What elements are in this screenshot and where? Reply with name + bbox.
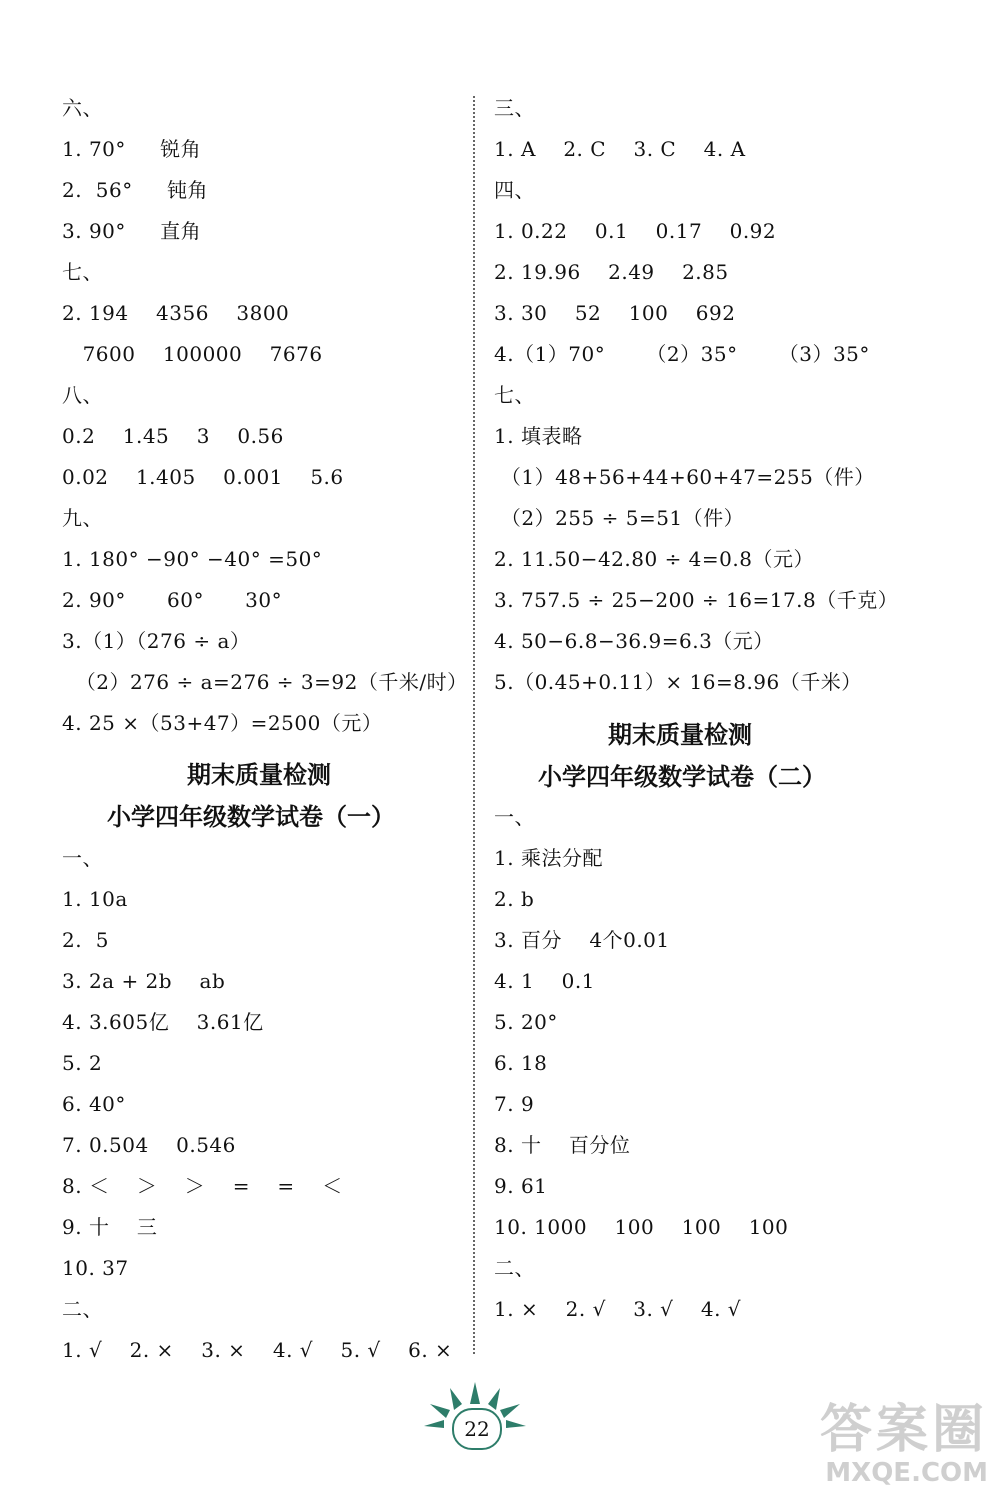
- right-section-subtitle: 小学四年级数学试卷（二）: [538, 763, 826, 791]
- answer-line: 1. 填表略: [494, 424, 583, 448]
- answer-line: 10. 1000 100 100 100: [494, 1215, 789, 1239]
- answer-line: 八、: [62, 383, 103, 407]
- answer-line: （2）255 ÷ 5=51（件）: [494, 506, 745, 530]
- answer-line: 6. 40°: [62, 1092, 126, 1116]
- answer-line: 1. 10a: [62, 887, 128, 911]
- watermark-sub: MXQE.COM: [825, 1458, 988, 1488]
- answer-line: 6. 18: [494, 1051, 548, 1075]
- answer-line: 1. 70° 锐角: [62, 137, 202, 161]
- answer-line: 5. 20°: [494, 1010, 558, 1034]
- answer-line: 一、: [494, 805, 535, 829]
- answer-line: 1. 0.22 0.1 0.17 0.92: [494, 219, 777, 243]
- answer-line: 7. 0.504 0.546: [62, 1133, 236, 1157]
- left-section-title: 期末质量检测: [187, 761, 331, 789]
- left-section-subtitle: 小学四年级数学试卷（一）: [107, 803, 395, 831]
- answer-line: 7600 100000 7676: [62, 342, 323, 366]
- answer-line: 3. 百分 4个0.01: [494, 928, 670, 952]
- answer-line: 9. 十 三: [62, 1215, 158, 1239]
- answer-line: 1. × 2. √ 3. √ 4. √: [494, 1297, 742, 1321]
- answer-line: 2. 5: [62, 928, 110, 952]
- answer-line: 5.（0.45+0.11）× 16=8.96（千米）: [494, 670, 862, 694]
- answer-line: 1. 乘法分配: [494, 846, 603, 870]
- answer-line: 三、: [494, 96, 535, 120]
- answer-line: 0.02 1.405 0.001 5.6: [62, 465, 344, 489]
- answer-line: 7. 9: [494, 1092, 535, 1116]
- page-number: 22: [452, 1408, 502, 1450]
- answer-line: 4. 50−6.8−36.9=6.3（元）: [494, 629, 774, 653]
- answer-line: 4.（1）70° （2）35° （3）35°: [494, 342, 870, 366]
- answer-line: 3. 2a + 2b ab: [62, 969, 226, 993]
- right-section-title: 期末质量检测: [608, 721, 752, 749]
- answer-line: 4. 3.605亿 3.61亿: [62, 1010, 264, 1034]
- answer-line: 8. 十 百分位: [494, 1133, 631, 1157]
- answer-line: 四、: [494, 178, 535, 202]
- answer-line: 1. 180° −90° −40° =50°: [62, 547, 323, 571]
- answer-line: 2. 194 4356 3800: [62, 301, 290, 325]
- answer-line: 2. 56° 钝角: [62, 178, 209, 202]
- answer-line: 2. b: [494, 887, 535, 911]
- answer-line: 2. 11.50−42.80 ÷ 4=0.8（元）: [494, 547, 814, 571]
- answer-line: 1. A 2. C 3. C 4. A: [494, 137, 746, 161]
- answer-line: 七、: [62, 260, 103, 284]
- answer-line: 二、: [494, 1256, 535, 1280]
- answer-line: 2. 19.96 2.49 2.85: [494, 260, 729, 284]
- watermark: [820, 1402, 988, 1488]
- answer-line: 3.（1）（276 ÷ a）: [62, 629, 251, 653]
- column-divider: [473, 96, 475, 1354]
- answer-line: 一、: [62, 846, 103, 870]
- answer-line: 九、: [62, 506, 103, 530]
- answer-line: 4. 25 ×（53+47）=2500（元）: [62, 711, 383, 735]
- watermark-main: 答案圈: [819, 1400, 988, 1460]
- answer-line: （1）48+56+44+60+47=255（件）: [494, 465, 875, 489]
- answer-line: 0.2 1.45 3 0.56: [62, 424, 284, 448]
- answer-line: 4. 1 0.1: [494, 969, 595, 993]
- answer-line: 3. 90° 直角: [62, 219, 202, 243]
- answer-line: 5. 2: [62, 1051, 103, 1075]
- answer-line: 9. 61: [494, 1174, 548, 1198]
- answer-line: 2. 90° 60° 30°: [62, 588, 283, 612]
- answer-line: 七、: [494, 383, 535, 407]
- answer-line: 二、: [62, 1297, 103, 1321]
- answer-line: 8. ＜ ＞ ＞ = = ＜: [62, 1174, 343, 1198]
- answer-line: 10. 37: [62, 1256, 129, 1280]
- answer-line: 3. 30 52 100 692: [494, 301, 736, 325]
- answer-line: 六、: [62, 96, 103, 120]
- answer-line: （2）276 ÷ a=276 ÷ 3=92（千米/时）: [62, 670, 468, 694]
- answer-line: 1. √ 2. × 3. × 4. √ 5. √ 6. ×: [62, 1338, 453, 1362]
- answer-line: 3. 757.5 ÷ 25−200 ÷ 16=17.8（千克）: [494, 588, 899, 612]
